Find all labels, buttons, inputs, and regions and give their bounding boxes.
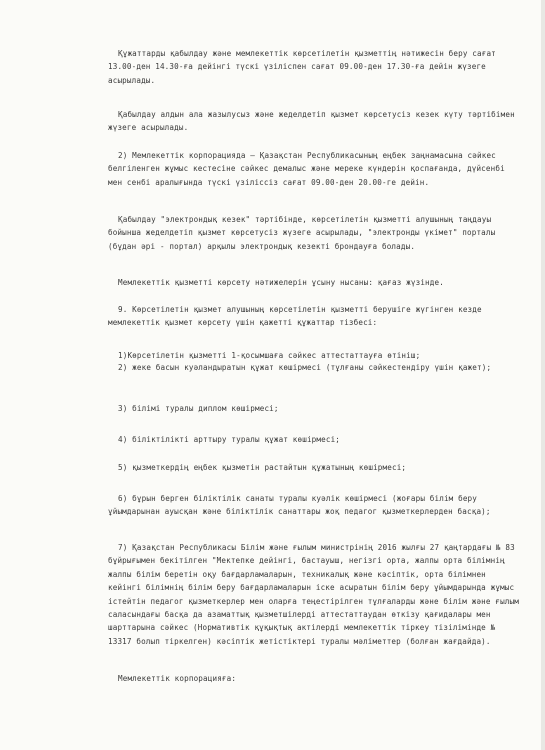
paragraph-state-corporation-heading: Мемлекеттік корпорацияға:	[118, 674, 237, 683]
paragraph-queue-order: Қабылдау алдын ала жазылусыз және жеделдетіп қызмет көрсетусіз кезек күту тәртібімен жүзеге асырылады.	[108, 110, 520, 133]
list-item-application: 1)Көрсетілетін қызметті 1-қосымшаға сәйкес аттестаттауға өтініш;	[118, 351, 421, 360]
paragraph-documents-list-intro: 9. Көрсетілетін қызмет алушының көрсетілетін қызметті берушіге жүгінген кезде мемлекеттік қызмет көрсету үшін қажетті құжаттар тізбесі:	[108, 305, 487, 328]
list-item-category-certificate: 6) бұрын берген біліктілік санаты туралы куәлік көшірмесі (жоғары білім беру ұйымдарынан ауысқан және біліктілік санаттары жоқ педагог қызметкерлерден басқа);	[108, 494, 491, 517]
list-item-identity-document: 2) жеке басын куәландыратын құжат көшірмесі (тұлғаны сәйкестендіру үшін қажет);	[118, 363, 492, 372]
list-item-diploma-copy: 3) білімі туралы диплом көшірмесі;	[118, 404, 279, 413]
list-item-professional-achievements: 7) Қазақстан Республикасы Білім және ғылым министрінің 2016 жылғы 27 қаңтардағы № 83 бұйрығымен бекітілген "Мектепке дейінгі, бастауыш, негізгі орта, жалпы орта білімнің жалпы білім беретін оқу бағдарламаларын, техникалық және кәсіптік, орта білімнен кейінгі білімнің білім беру бағдарламаларын іске асыратын білім беру ұйымдарында жұмыс істейтін педагог қызметкерлер мен оларға теңестірілген тұлғаларды және білім және ғылым саласындағы басқа да азаматтық қызметшілерді аттестаттаудан өткізу қағидалары мен шарттарына сәйкес (Нормативтік құқықтық актілерді мемлекеттік тіркеу тізілімінде № 13317 болып тіркелген) кәсіптік жетістіктері туралы мәліметтер (болған жағдайда).	[108, 543, 524, 646]
list-item-employment-record: 5) қызметкердің еңбек қызметін растайтын құжатының көшірмесі;	[118, 463, 407, 472]
paragraph-result-form: Мемлекеттік қызметті көрсету нәтижелерін ұсыну нысаны: қағаз жүзінде.	[118, 278, 444, 287]
paragraph-reception-hours: Құжаттарды қабылдау және мемлекеттік көрсетілетін қызметтің нәтижесін беру сағат 13.00-ден 14.30-ға дейінгі түскі үзіліспен сағат 09.00-ден 17.30-ға дейін жүзеге асырылады.	[108, 49, 501, 85]
list-item-qualification-document: 4) біліктілікті арттыру туралы құжат көшірмесі;	[118, 435, 341, 444]
page-edge	[541, 0, 545, 750]
paragraph-electronic-queue: Қабылдау "электрондық кезек" тәртібінде, көрсетілетін қызметті алушының таңдауы бойынша жеделдетіп қызмет көрсетусіз жүзеге асырылады, "электронды үкімет" порталы (бұдан әрі - портал) арқылы электрондық кезекті брондауға болады.	[108, 215, 501, 251]
paragraph-state-corporation-hours: 2) Мемлекеттік корпорацияда – Қазақстан Республикасының еңбек заңнамасына сәйкес белгіленген жұмыс кестесіне сәйкес демалыс және мереке күндерін қоспағанда, дүйсенбі мен сенбі аралығында түскі үзіліссіз сағат 09.00-ден 20.00-ге дейін.	[108, 151, 510, 187]
